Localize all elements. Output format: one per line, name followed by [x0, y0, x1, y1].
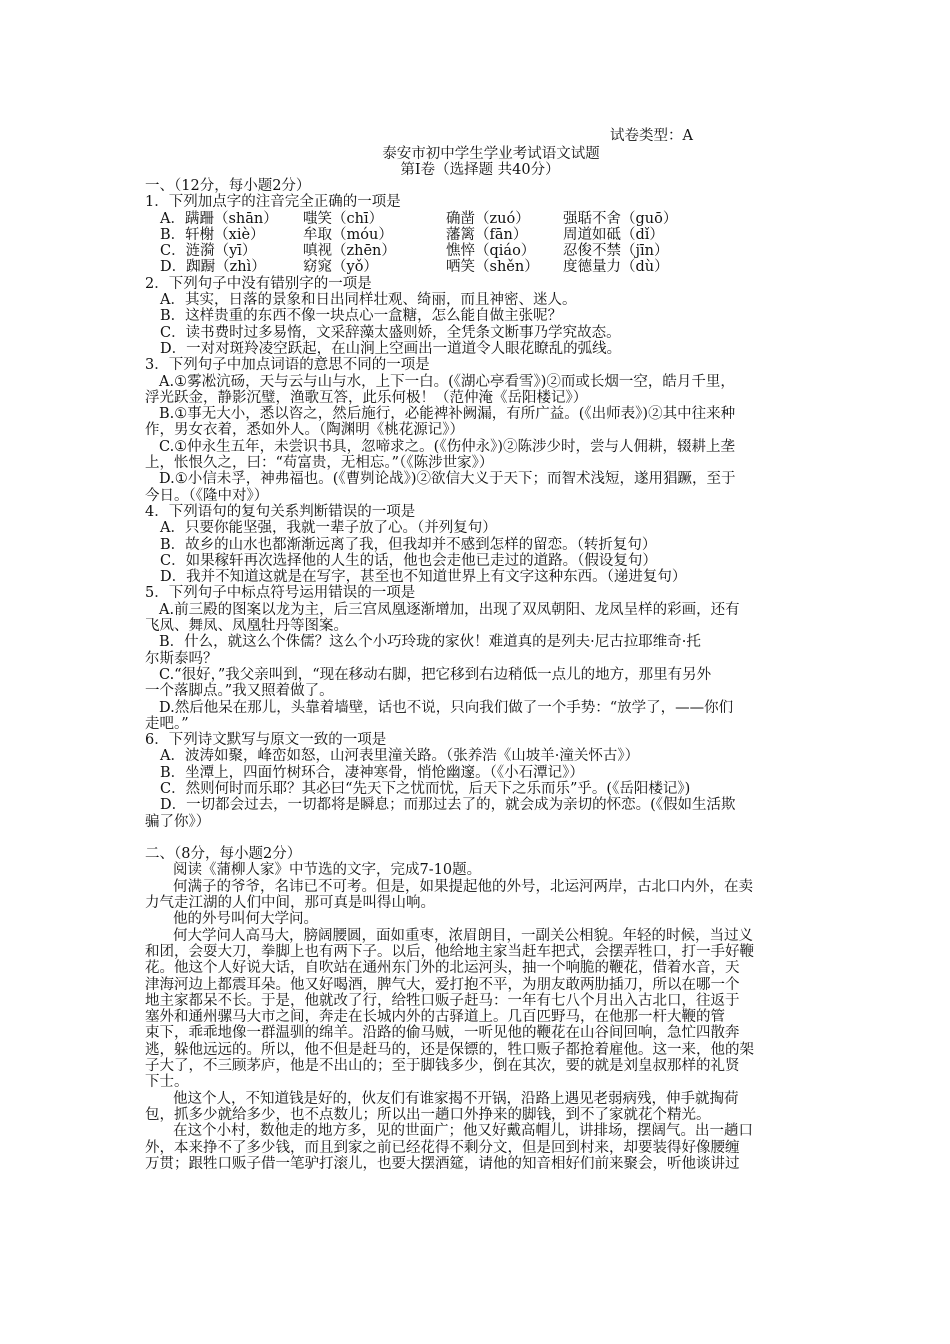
passage-line: 他这个人，不知道钱是好的，伙友们有谁家揭不开锅，沿路上遇见老弱病残，伸手就掏荷 [173, 1090, 739, 1107]
passage-line: 下士。 [145, 1074, 189, 1091]
q1-b-3: 藩篱（fān） [446, 226, 528, 243]
q2-option-b: B．这样贵重的东西不像一块点心一盒糖，怎么能自做主张呢？ [160, 308, 563, 325]
section2-intro: 阅读《蒲柳人家》中节选的文字，完成7-10题。 [173, 862, 482, 879]
passage-line: 力气走江湖的人们中间，那可真是叫得山响。 [145, 895, 435, 912]
q1-a-4: 强聒不舍（guō） [563, 210, 678, 227]
passage-line: 塞外和通州骡马大市之间，奔走在长城内外的古驿道上。几百匹野马，在他那一杆大鞭的管 [145, 1009, 725, 1026]
q1-c-4: 忍俊不禁（jīn） [563, 243, 669, 260]
q3-line: 今日。（《隆中对》） [145, 487, 269, 504]
passage-line: 万贯；跟牲口贩子借一笔驴打滚儿，也要大摆酒筵，请他的知音相好们前来聚会，听他谈讲过 [145, 1155, 740, 1172]
q3-line: C.①仲永生五年，未尝识书具，忽啼求之。(《伤仲永》)②陈涉少时，尝与人佣耕，辍耕上垄 [159, 438, 735, 455]
q1-option-row [145, 259, 813, 275]
q1-b-2: 牟取（móu） [303, 226, 393, 243]
q6-line: D．一切都会过去，一切都将是瞬息；而那过去了的，就会成为亲切的怀恋。(《假如生活欺 [160, 797, 736, 814]
section2-heading: 二、（8分，每小题2分） [145, 846, 302, 863]
q5-stem: 5．下列句子中标点符号运用错误的一项是 [145, 585, 416, 602]
section1-heading: 一、（12分，每小题2分） [145, 178, 311, 194]
q1-option-row [145, 243, 813, 259]
section-gap [145, 830, 813, 846]
q2-option-a: A．其实，日落的景象和日出同样壮观、绮丽，而且神密、迷人。 [160, 292, 577, 309]
q4-stem: 4．下列语句的复句关系判断错误的一项是 [145, 503, 416, 520]
q2-stem: 2．下列句子中没有错别字的一项是 [145, 275, 372, 292]
passage-line: 地主家都呆不长。于是，他就改了行，给牲口贩子赶马：一年有七八个月出入古北口，往返于 [145, 992, 740, 1009]
passage-line: 花。他这个人好说大话，自吹站在通州东门外的北运河头，抽一个响脆的鞭花，借着水音，天 [145, 960, 740, 977]
q3-line: B.①事无大小，悉以咨之，然后施行，必能裨补阙漏，有所广益。(《出师表》)②其中往来种 [159, 406, 736, 423]
passage-line: 逃，躲他远远的。所以，他不但是赶马的，还是保镖的，牲口贩子都抢着雇他。这一来，他的架 [145, 1041, 754, 1058]
passage-line: 外，本来挣不了多少钱，而且到家之前已经花得不剩分文，但是回到村来，却要装得好像腰缠 [145, 1139, 740, 1156]
q5-line: A.前三殿的图案以龙为主，后三宫凤凰逐渐增加，出现了双凤朝阳、龙凤呈样的彩画，还有 [159, 601, 740, 618]
q5-line: D.然后他呆在那儿，头靠着墙壁，话也不说，只向我们做了一个手势：“放学了，——你们 [159, 699, 734, 716]
passage-line: 包，抓多少就给多少，也不点数儿；所以出一趟口外挣来的脚钱，到不了家就花个精光。 [145, 1106, 711, 1123]
q1-a-3: 确凿（zuó） [446, 210, 530, 227]
q1-stem: 1．下列加点字的注音完全正确的一项是 [145, 194, 401, 211]
q5-line: C.“很好，”我父亲叫到，“现在移动右脚，把它移到右边稍低一点儿的地方，那里有另外 [159, 666, 712, 683]
exam-body [145, 178, 813, 1172]
passage-line: 他的外号叫何大学问。 [173, 911, 318, 928]
passage-line: 和团，会耍大刀，拳脚上也有两下子。以后，他给地主家当赶车把式，会摆弄牲口，打一手好鞭 [145, 943, 754, 960]
passage-line: 在这个小村，数他走的地方多，见的世面广；他又好戴高帽儿，讲排场，摆阔气。出一趟口 [173, 1123, 753, 1140]
q5-line: 一个落脚点。”我又照着做了。 [145, 683, 334, 700]
q3-line: A.①雾凇沆砀，天与云与山与水，上下一白。(《湖心亭看雪》)②而或长烟一空，皓月千里， [159, 373, 735, 390]
q1-b-1: B．轩榭（xiè） [160, 226, 265, 243]
q5-line: 走吧。” [145, 715, 189, 732]
q4-option-b: B．故乡的山水也都渐渐远离了我，但我却并不感到怎样的留恋。（转折复句） [160, 536, 657, 553]
q3-line: 上，怅恨久之，曰：“苟富贵，无相忘。”（《陈涉世家》） [145, 455, 494, 472]
q1-a-2: 嗤笑（chī） [303, 210, 384, 227]
passage-line: 何大学问人高马大，膀阔腰圆，面如重枣，浓眉朗目，一副关公相貌。年轻的时候，当过义 [173, 927, 753, 944]
q1-d-1: D．踟蹰（zhì） [160, 259, 266, 276]
q4-option-c: C．如果稼轩再次选择他的人生的话，他也会走他已走过的道路。（假设复句） [160, 552, 657, 569]
q1-c-1: C．涟漪（yī） [160, 243, 257, 260]
passage-line: 津海河边上都震耳朵。他又好喝酒，脾气大，爱打抱不平，为朋友敢两肋插刀，所以在哪一个 [145, 976, 740, 993]
paper-type: 试卷类型：A [610, 128, 693, 144]
q3-line: 作，男女衣着，悉如外人。（陶渊明《桃花源记》） [145, 422, 464, 439]
q2-option-d: D．一对对斑羚凌空跃起，在山涧上空画出一道道令人眼花瞭乱的弧线。 [160, 340, 622, 357]
q3-line: 浮光跃金，静影沉璧，渔歌互答，此乐何极！（范仲淹《岳阳楼记》） [145, 389, 588, 406]
title-block [0, 146, 950, 179]
q1-d-4: 度德量力（dù） [563, 259, 669, 276]
q3-stem: 3．下列句子中加点词语的意思不同的一项是 [145, 357, 430, 374]
reading-passage [145, 879, 813, 1172]
q1-d-3: 哂笑（shěn） [446, 259, 539, 276]
q5-line: B．什么，就这么个侏儒？这么个小巧玲珑的家伙！难道真的是列夫·尼古拉耶维奇·托 [159, 634, 701, 651]
q2-option-c: C．读书费时过多易惰，文采辞藻太盛则娇，全凭条文断事乃学究故态。 [160, 324, 621, 341]
q3-line: D.①小信未孚，神弗福也。(《曹刿论战》)②欲信大义于天下；而智术浅短，遂用猖蹶，至于 [159, 471, 736, 488]
passage-line: 子大了，不三顾茅庐，他是不出山的；至于脚钱多少，倒在其次，要的就是刘皇叔那样的礼贤 [145, 1058, 740, 1075]
q1-c-2: 嗔视（zhēn） [303, 243, 396, 260]
q6-stem: 6．下列诗文默写与原文一致的一项是 [145, 732, 387, 749]
q6-line: B．坐潭上，四面竹树环合，凄神寒骨，悄怆幽邃。（《小石潭记》） [160, 764, 584, 781]
q1-d-2: 窈窕（yǒ） [303, 259, 378, 276]
q5-line: 飞凤、舞凤、凤凰牡丹等图案。 [145, 618, 348, 635]
passage-line: 何满子的爷爷，名讳已不可考。但是，如果提起他的外号，北运河两岸，古北口内外，在卖 [173, 878, 753, 895]
q6-line: C．然则何时而乐耶？其必曰“先天下之忧而忧，后天下之乐而乐”乎。(《岳阳楼记》) [160, 780, 691, 797]
q1-b-4: 周道如砥（dǐ） [563, 226, 664, 243]
q1-option-row [145, 227, 813, 243]
q1-a-1: A．蹒跚（shān） [160, 210, 278, 227]
q4-option-d: D．我并不知道这就是在写字，甚至也不知道世界上有文字这种东西。（递进复句） [160, 569, 687, 586]
q6-line: 骗了你》） [145, 813, 211, 830]
passage-line: 束下，乖乖地像一群温驯的绵羊。沿路的偷马贼，一听见他的鞭花在山谷间回响，急忙四散奔 [145, 1025, 740, 1042]
q5-line: 尔斯泰吗？ [145, 650, 218, 667]
exam-title: 泰安市初中学生学业考试语文试题 [382, 146, 600, 162]
q6-line: A．波涛如聚，峰峦如怒，山河表里潼关路。（张养浩《山坡羊·潼关怀古》） [160, 748, 640, 765]
q1-option-row [145, 211, 813, 227]
q4-option-a: A．只要你能坚强，我就一辈子放了心。（并列复句） [160, 520, 497, 537]
part-subtitle: 第Ⅰ卷（选择题 共40分） [400, 162, 560, 179]
q1-c-3: 憔悴（qiáo） [446, 243, 536, 260]
